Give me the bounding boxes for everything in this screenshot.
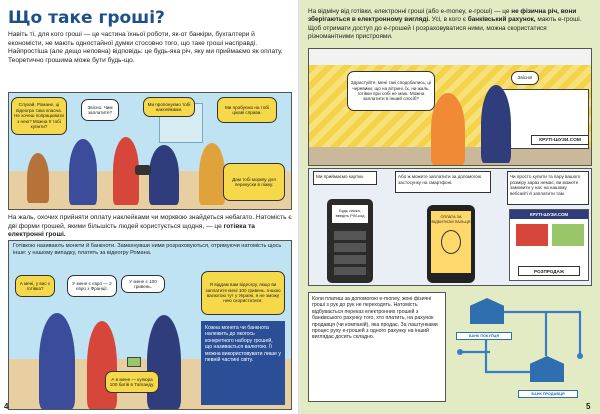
- website-window: [509, 209, 589, 281]
- fingerprint-icon: [441, 230, 461, 254]
- phone-screen: [431, 211, 471, 273]
- intro-paragraph: Навіть ті, для кого гроші — це частина їхньої роботи, як-от банкіри, бухгалтери й економісти, не мають одностайної думки стосовно того, що таке гроші насправді. Найпростіша (але дещо неповна) відповідь: це будь-яка річ, яку ми приймаємо як оплату. Теоретично грошима може бути будь-що.: [8, 31, 283, 64]
- transfer-lines: [450, 292, 592, 408]
- kid-illustration: [199, 143, 225, 205]
- middle-paragraph: На жаль, охочих прийняти оплату наклейками чи морквою знайдеться небагато. Натомість є дві форми грошей, якими більшість людей користується щодня, — це готівка та електронні гроші.: [8, 214, 292, 239]
- callout-cards: Ми приймаємо картки.: [313, 171, 377, 185]
- gamepad-icon: [135, 165, 151, 175]
- speech-bubble: Ми пробуємо на тобі цікаві справи.: [217, 97, 277, 123]
- speech-bubble: Звісно!: [511, 71, 539, 85]
- speech-bubble: У мене є євро — 2 євро з Франції.: [67, 275, 117, 297]
- shop-awning: [309, 49, 592, 65]
- dog-illustration: [27, 153, 49, 203]
- kid-illustration: [69, 139, 97, 205]
- shoe-image: [516, 224, 548, 246]
- comic-panel-cash: [8, 240, 292, 410]
- comic-panel-videogame: [8, 92, 292, 210]
- seller-illustration: [481, 85, 511, 163]
- callout-website: Чи просто купити та пару вашого розміру зараз немає, ви можете замовити у нас на нашому вебсайті й заплатити там.: [507, 171, 589, 205]
- speech-bubble: Звісно. Чим заплатите?: [81, 99, 119, 121]
- roman-illustration: [39, 313, 75, 409]
- speech-bubble: У мене є 100 гривень.: [121, 275, 165, 293]
- shoe-image: [552, 224, 584, 246]
- right-page: [300, 0, 600, 414]
- banknote-icon: [127, 357, 141, 367]
- page-title: Що таке гроші?: [8, 8, 165, 28]
- phone-screen-text: ОПЛАТА ЗА ВІДБИТКОМ ПАЛЬЦЯ: [431, 215, 471, 224]
- intro-paragraph: На відміну від готівки, електронні гроші (або e-money, е-гроші) — це не фізична річ, вони зберігаються в електронному вигляді. Усі, в кого є банківський рахунок, мають е-гроші. Щоб отримати доступ до е-грошей і розраховуватися ними, можна скористатися різноманітними пристроями.: [308, 8, 582, 41]
- payment-methods-panel: [308, 168, 592, 286]
- website-header: КРУТІ-ШУЗИ.COM: [510, 210, 588, 219]
- cash-paragraph: Готівкою називають монети й банкноти. Замахнувши ними розраховуються, отримуючи натомість щось інше: у нашому випадку, платять за відеогру Романа.: [13, 243, 282, 256]
- currency-info-box: Кожна монета чи банкнота належить до якогось конкретного набору грошей, що називається валютою. Її можна використовувати лише у певній частині світу.: [201, 321, 285, 405]
- speech-bubble: Ми пропонуємо тобі наклейками.: [143, 97, 195, 117]
- bank-transfer-diagram: [450, 292, 592, 408]
- terminal-screen: Будь ласка, введіть PIN-код: [332, 205, 368, 223]
- kid-illustration: [87, 321, 117, 409]
- roman-illustration: [149, 145, 179, 205]
- smartphone: [427, 205, 475, 283]
- bank-seller-label: БАНК ПРОДАВЦЯ: [518, 390, 578, 398]
- shop-sign: КРУТІ-ШУЗИ.COM: [531, 135, 589, 145]
- bank-buyer-label: БАНК ПОКУПЦЯ: [456, 332, 512, 340]
- page-number: 4: [4, 402, 9, 411]
- speech-bubble: Здрастуйте, мені такі сподобались, ці черевики, що на вітрині. Їх, на жаль, готівки при собі не маю. Можна заплатити в інший спосіб?: [347, 71, 435, 111]
- speech-bubble: А мені, у вас є готівка?: [15, 275, 55, 297]
- callout-app: Або ж можете заплатити за допомогою застосунку на смартфоні.: [395, 171, 491, 193]
- kid-illustration: [147, 315, 181, 409]
- page-number: 5: [586, 402, 591, 411]
- shopper-illustration: [431, 93, 465, 165]
- keypad-icon: [334, 231, 366, 275]
- sale-badge: РОЗПРОДАЖ: [518, 266, 580, 276]
- transfer-explanation: Коли платиш за допомогою е-money, жоні фізичні гроші з рук до рук не переходять. Натомість відбувається переказ електронних грошей з банківського рахунку того, хто платить, на рахунок продавця (чи компаній), яка продає. За лаштунками процес руху е-грошей з одного рахунку на інший виглядає досить складно.: [308, 292, 446, 402]
- card-terminal: [327, 199, 373, 283]
- speech-bubble: А в мене — купюра 100 батів в Таїланду.: [105, 371, 159, 393]
- speech-bubble: Слухай, Романе, ці відеогра така класна. Не хочеш попрацювати з нею? Можна її тобі купити?: [11, 97, 67, 135]
- speech-bubble: Я віддам вам відеогру, якщо ви заплатите мені 100 гривень. Іншою валютою тут у Україні, я не зможу нею скористатися.: [201, 271, 285, 315]
- comic-panel-shop: [308, 48, 592, 166]
- speech-bubble: Дам тобі моркву для перекуски в ліжку.: [223, 163, 285, 201]
